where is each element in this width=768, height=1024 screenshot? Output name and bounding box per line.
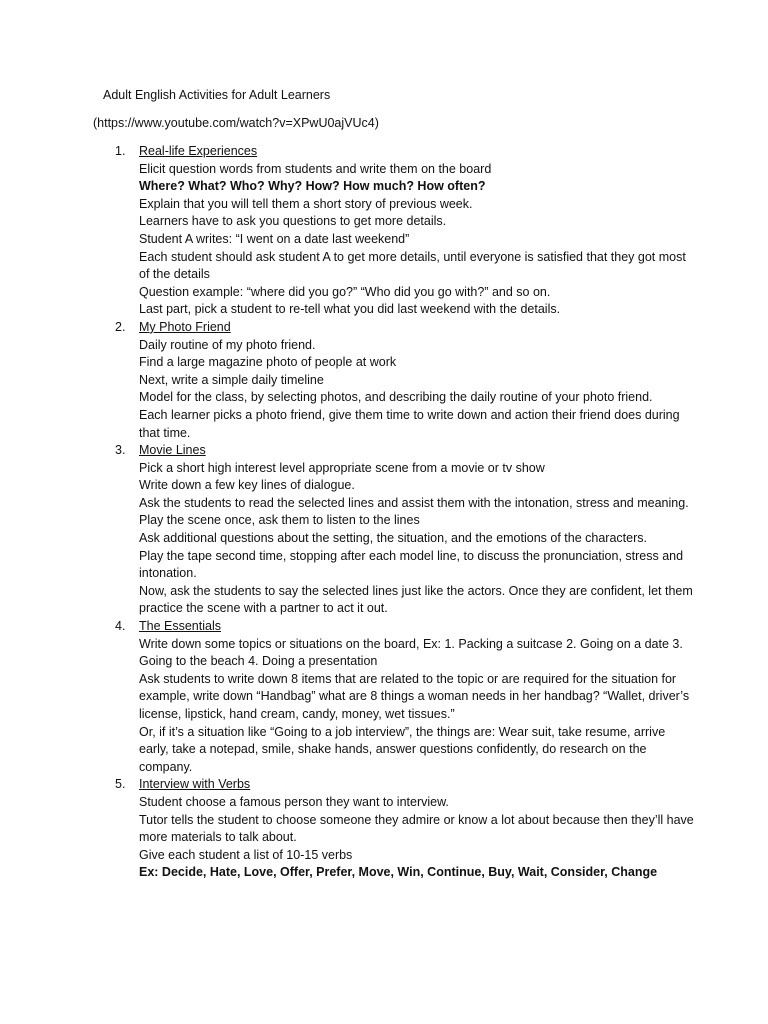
activity-content: [139, 319, 695, 442]
activity-item: [115, 143, 695, 319]
activity-line: Write down some topics or situations on the board, Ex: 1. Packing a suitcase 2. Going on a date 3. Going to the beach 4. Doing a presentation: [139, 636, 683, 669]
activity-content: [139, 618, 695, 776]
activity-number: 4.: [115, 619, 126, 634]
activity-line: Play the tape second time, stopping after each model line, to discuss the pronunciation, stress and intonation.: [139, 548, 684, 581]
activity-number: 1.: [115, 144, 126, 158]
activity-line: Model for the class, by selecting photos, and describing the daily routine of your photo friend.: [139, 390, 653, 405]
activity-line: Ex: Decide, Hate, Love, Offer, Prefer, Move, Win, Continue, Buy, Wait, Consider, Change: [139, 865, 658, 880]
activity-number: 5.: [115, 777, 126, 792]
activity-content: [139, 442, 695, 618]
activity-line: Pick a short high interest level appropriate scene from a movie or tv show: [139, 460, 545, 475]
activity-line: Ask the students to read the selected lines and assist them with the intonation, stress and meaning.: [139, 495, 689, 510]
activity-heading: My Photo Friend: [139, 319, 231, 334]
activity-item: [115, 442, 695, 618]
activity-heading: The Essentials: [139, 619, 221, 634]
activity-line: Ask additional questions about the setting, the situation, and the emotions of the characters.: [139, 531, 647, 546]
activity-line: Learners have to ask you questions to get more details.: [139, 214, 447, 229]
activity-line: Student choose a famous person they want to interview.: [139, 794, 449, 809]
activity-line: Question example: “where did you go?” “Who did you go with?” and so on.: [139, 284, 551, 299]
activity-line: Next, write a simple daily timeline: [139, 372, 324, 387]
activity-line: Each learner picks a photo friend, give them time to write down and action their friend does during that time.: [139, 407, 680, 440]
activity-item: [115, 319, 695, 442]
activity-line: Write down a few key lines of dialogue.: [139, 478, 355, 493]
activity-content: [139, 776, 695, 882]
activity-line: Daily routine of my photo friend.: [139, 337, 316, 352]
activity-line: Find a large magazine photo of people at work: [139, 355, 397, 370]
activity-line: Explain that you will tell them a short story of previous week.: [139, 196, 473, 211]
activity-number: 3.: [115, 443, 126, 458]
activity-heading: Real-life Experiences: [139, 144, 258, 158]
activity-line: Where? What? Who? Why? How? How much? How often?: [139, 179, 486, 194]
activity-line: Last part, pick a student to re-tell what you did last weekend with the details.: [139, 302, 561, 317]
activity-line: Tutor tells the student to choose someone they admire or know a lot about because then they’ll have more materials to talk about.: [139, 812, 694, 845]
activity-line: Student A writes: “I went on a date last weekend”: [139, 231, 410, 246]
activity-item: [115, 618, 695, 776]
activity-line: Each student should ask student A to get more details, until everyone is satisfied that they got most of the details: [139, 249, 686, 282]
activity-heading: Interview with Verbs: [139, 777, 251, 792]
activity-heading: Movie Lines: [139, 443, 206, 458]
source-url: (https://www.youtube.com/watch?v=XPwU0ajVUc4): [93, 116, 379, 130]
activity-line: Give each student a list of 10-15 verbs: [139, 847, 353, 862]
activity-line: Ask students to write down 8 items that are related to the topic or are required for the situation for example, write down “Handbag” what are 8 things a woman needs in her handbag? “Wallet, driver’s license, lipstick, hand cream, candy, money, wet tissues.”: [139, 671, 690, 721]
document-title: Adult English Activities for Adult Learners: [103, 88, 331, 102]
activity-item: [115, 776, 695, 882]
activity-line: Elicit question words from students and write them on the board: [139, 161, 492, 176]
activity-list: [115, 143, 695, 882]
activity-number: 2.: [115, 319, 126, 334]
activity-line: Play the scene once, ask them to listen to the lines: [139, 513, 420, 528]
activity-line: Now, ask the students to say the selected lines just like the actors. Once they are confident, let them practice the scene with a partner to act it out.: [139, 583, 693, 616]
activity-content: [139, 143, 695, 319]
activity-line: Or, if it’s a situation like “Going to a job interview”, the things are: Wear suit, take resume, arrive early, take a notepad, smile, shake hands, answer questions confidently, do research on the company.: [139, 724, 666, 774]
